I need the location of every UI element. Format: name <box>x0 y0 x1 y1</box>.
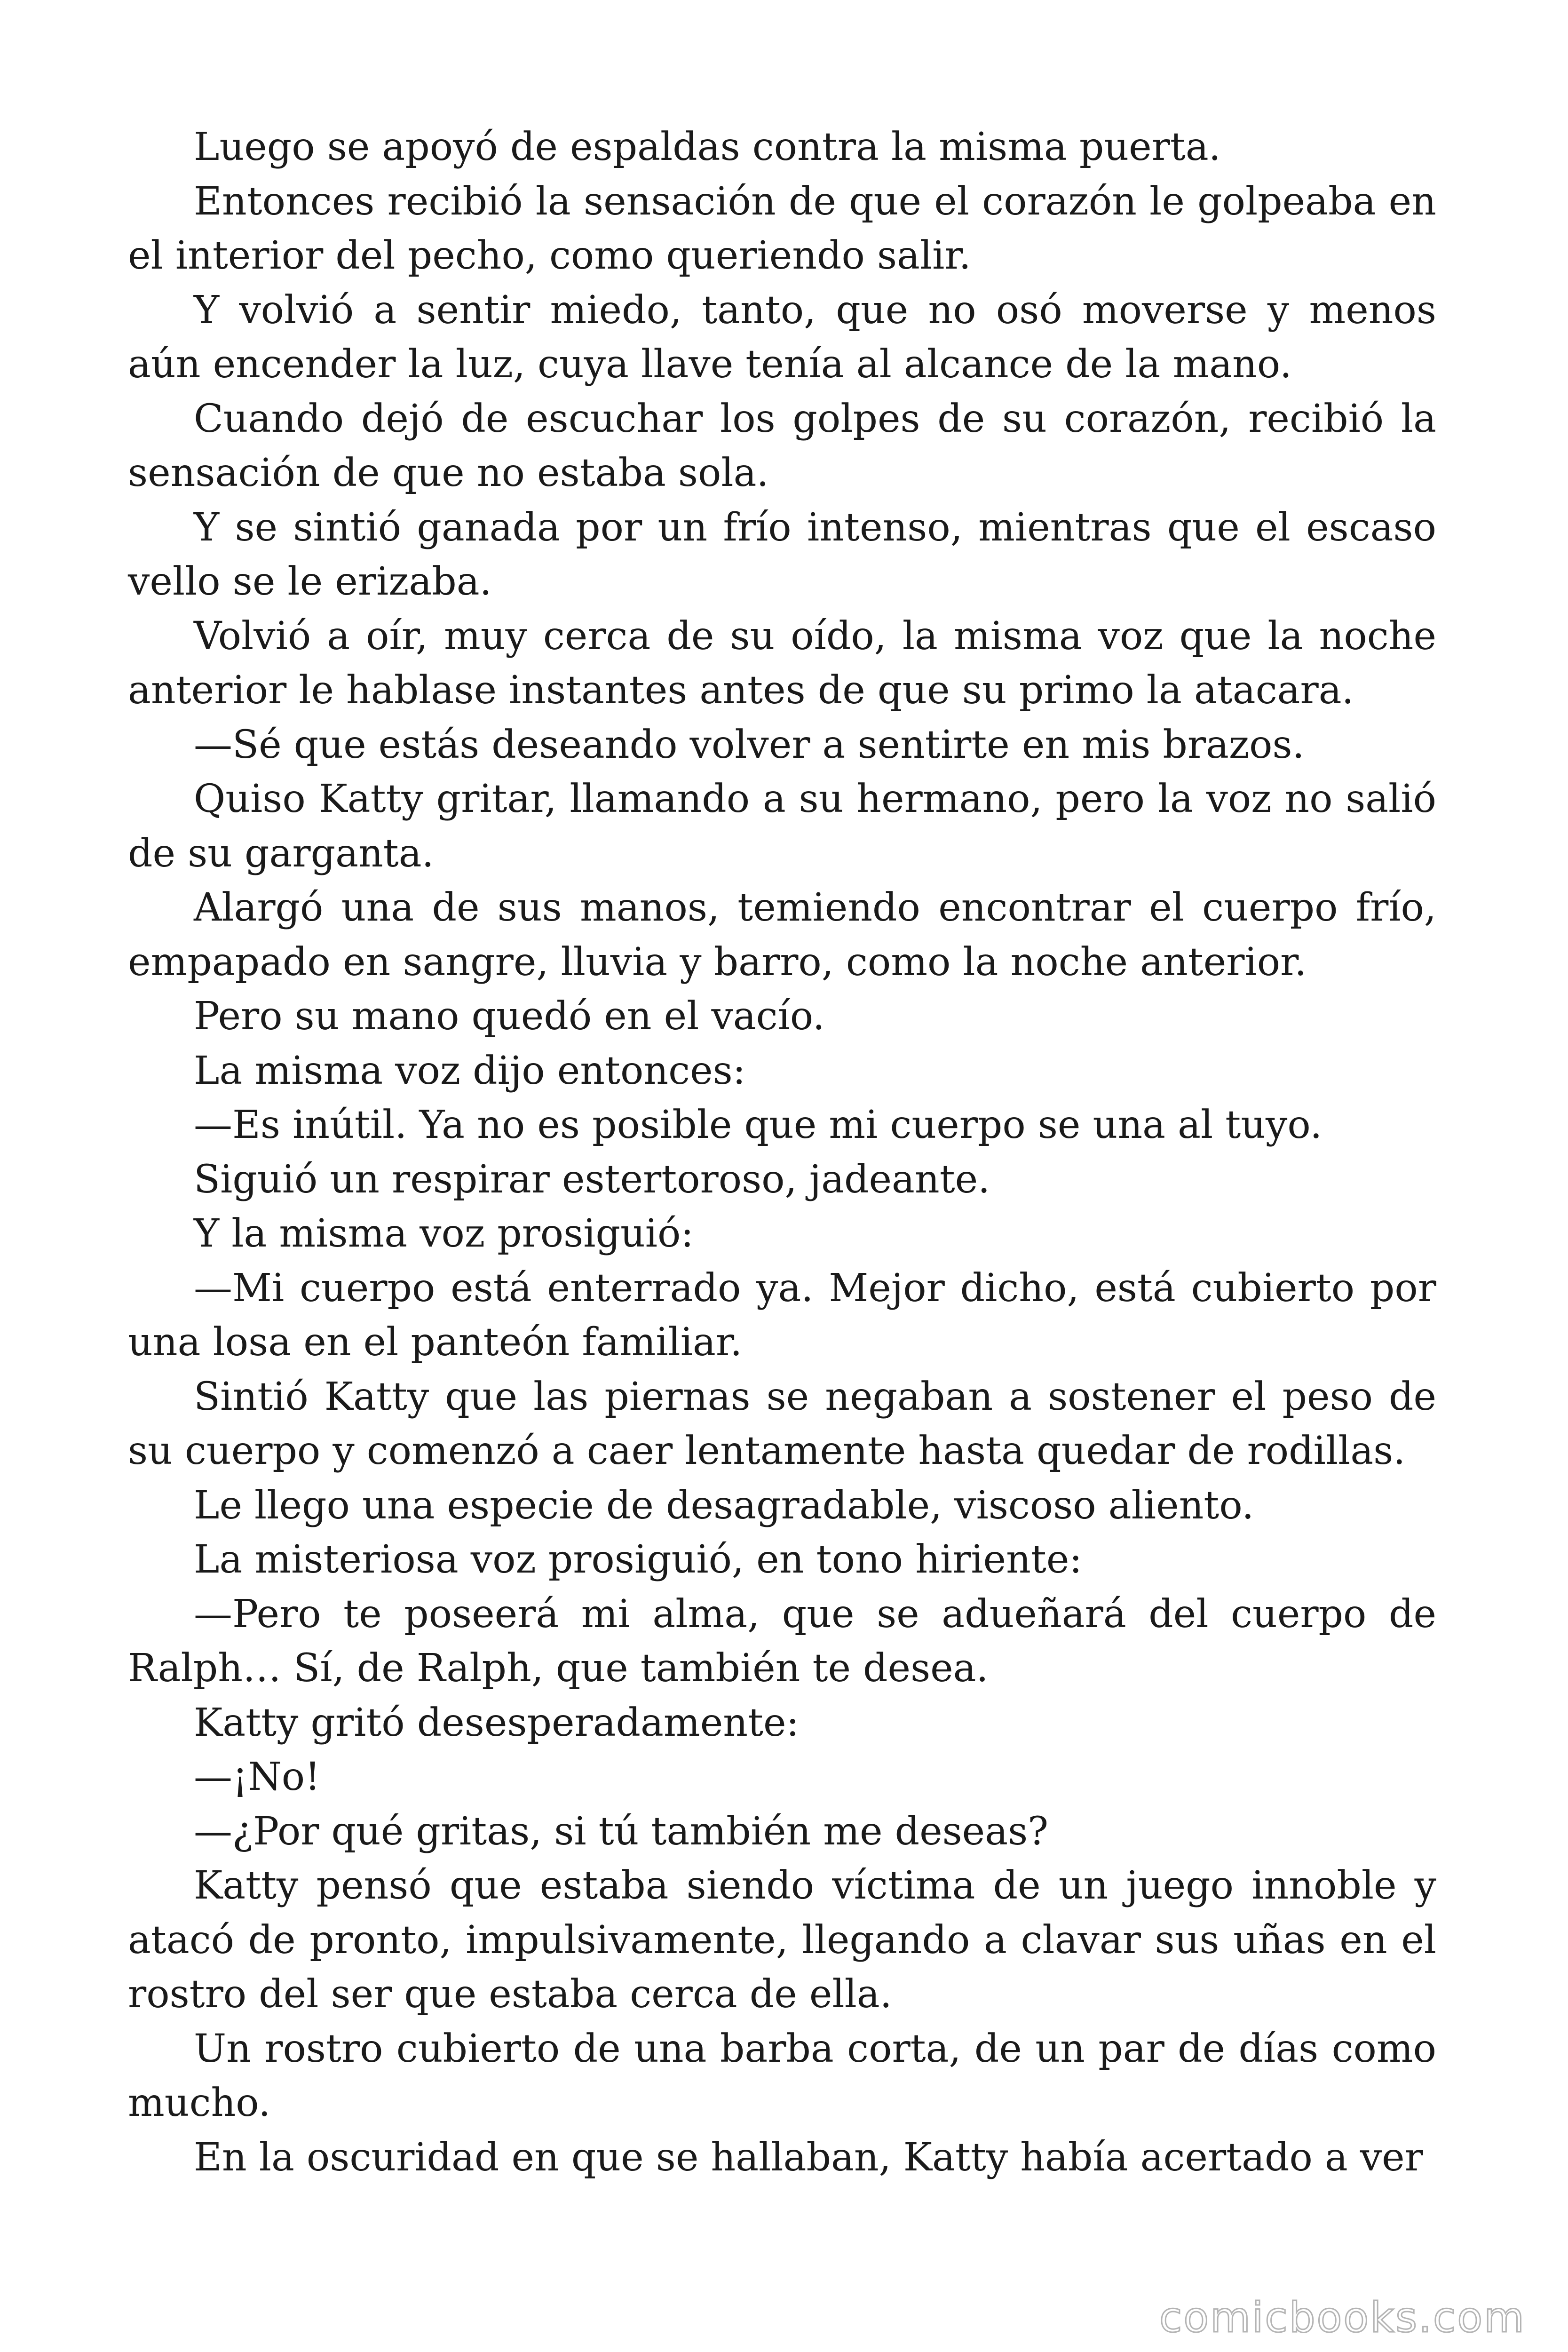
paragraph: —Mi cuerpo está enterrado ya. Mejor dicho, está cubierto por una losa en el panteón familiar. <box>128 1265 1436 1365</box>
paragraph: Cuando dejó de escuchar los golpes de su corazón, recibió la sensación de que no estaba sola. <box>128 396 1436 495</box>
paragraph: —¡No! <box>194 1755 321 1799</box>
paragraph: —Sé que estás deseando volver a sentirte en mis brazos. <box>194 722 1305 767</box>
paragraph: Siguió un respirar estertoroso, jadeante. <box>194 1157 990 1202</box>
paragraph: Y la misma voz prosiguió: <box>194 1211 694 1256</box>
paragraph: Katty pensó que estaba siendo víctima de un juego innoble y atacó de pronto, impulsivamente, llegando a clavar sus uñas en el rostro del ser que estaba cerca de ella. <box>128 1863 1436 2017</box>
paragraph: Katty gritó desesperadamente: <box>194 1700 800 1745</box>
body-text <box>128 120 1436 2185</box>
site-watermark: comicbooks.com <box>1159 2293 1526 2342</box>
paragraph: —¿Por qué gritas, si tú también me deseas? <box>194 1809 1049 1854</box>
paragraph: —Es inútil. Ya no es posible que mi cuerpo se una al tuyo. <box>194 1103 1323 1147</box>
paragraph: Sintió Katty que las piernas se negaban a sostener el peso de su cuerpo y comenzó a caer lentamente hasta quedar de rodillas. <box>128 1374 1436 1473</box>
paragraph: Volvió a oír, muy cerca de su oído, la misma voz que la noche anterior le hablase instantes antes de que su primo la atacara. <box>128 613 1436 713</box>
paragraph: Quiso Katty gritar, llamando a su hermano, pero la voz no salió de su garganta. <box>128 777 1436 876</box>
paragraph: Pero su mano quedó en el vacío. <box>194 994 825 1039</box>
paragraph: La misteriosa voz prosiguió, en tono hiriente: <box>194 1537 1083 1582</box>
paragraph: —Pero te poseerá mi alma, que se adueñará del cuerpo de Ralph… Sí, de Ralph, que también te desea. <box>128 1591 1436 1691</box>
paragraph: Luego se apoyó de espaldas contra la misma puerta. <box>194 125 1221 169</box>
paragraph: En la oscuridad en que se hallaban, Katty había acertado a ver <box>194 2135 1423 2180</box>
paragraph: Entonces recibió la sensación de que el corazón le golpeaba en el interior del pecho, como queriendo salir. <box>128 179 1436 278</box>
paragraph: Y se sintió ganada por un frío intenso, mientras que el escaso vello se le erizaba. <box>128 505 1436 604</box>
paragraph: Le llego una especie de desagradable, viscoso aliento. <box>194 1483 1254 1528</box>
paragraph: Un rostro cubierto de una barba corta, de un par de días como mucho. <box>128 2026 1436 2125</box>
paragraph: La misma voz dijo entonces: <box>194 1048 746 1093</box>
paragraph: Y volvió a sentir miedo, tanto, que no osó moverse y menos aún encender la luz, cuya llave tenía al alcance de la mano. <box>128 287 1436 387</box>
paragraph: Alargó una de sus manos, temiendo encontrar el cuerpo frío, empapado en sangre, lluvia y barro, como la noche anterior. <box>128 885 1436 985</box>
